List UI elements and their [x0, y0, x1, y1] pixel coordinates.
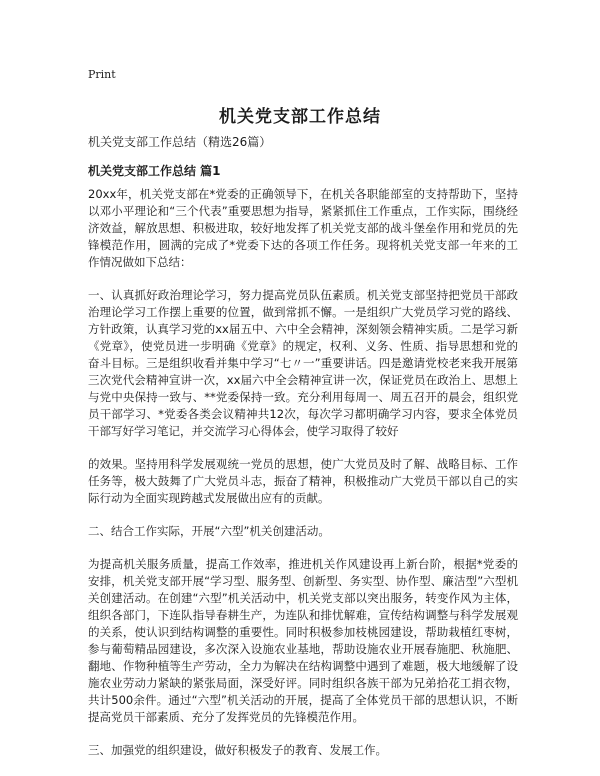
paragraph: 的效果。坚持用科学发展观统一党员的思想，使广大党员及时了解、战略目标、工作任务等，极大鼓舞了广大党员斗志，振奋了精神，积极推动广大党员干部以自己的实际行动为全面实现跨越式发展做出应有的贡献。: [88, 457, 518, 505]
document-body: [88, 186, 518, 775]
paragraph: 为提高机关服务质量，提高工作效率，推进机关作风建设再上新台阶，根据*党委的安排，机关党支部开展“学习型、服务型、创新型、务实型、协作型、廉洁型”六型机关创建活动。在创建“六型”机关活动中，机关党支部以突出服务，转变作风为主体，组织各部门，下连队指导春耕生产，为连队和排忧解难，宣传结构调整与科学发展观的关系，使认识到结构调整的重要性。同时积极参加枝桃园建设，帮助栽植红枣树，参与葡萄精品园建设，多次深入设施农业基地，帮助设施农业开展春施肥、秋施肥、翻地、作物种植等生产劳动，全力为解决在结构调整中遇到了难题，极大地缓解了设施农业劳动力紧缺的紧张局面，深受好评。同时组织各族干部为兄弟拾花工捐衣物，共计500余件。通过“六型”机关活动的开展，提高了全体党员干部的思想认识，不断提高党员干部素质、充分了发挥党员的先锋模范作用。: [88, 557, 518, 724]
paragraph: 20xx年，机关党支部在*党委的正确领导下，在机关各职能部室的支持帮助下，坚持以邓小平理论和“三个代表”重要思想为指导，紧紧抓住工作重点，工作实际，围绕经济效益，解放思想、积极进取，较好地发挥了机关党支部的战斗堡垒作用和党员的先锋模范作用，圆满的完成了*党委下达的各项工作任务。现将机关党支部一年来的工作情况做如下总结：: [88, 187, 518, 269]
paragraph: 三、加强党的组织建设，做好积极发子的教育、发展工作。: [88, 743, 387, 757]
section-heading: 机关党支部工作总结 篇1: [88, 164, 221, 178]
document-title: 机关党支部工作总结: [219, 107, 381, 127]
document-subtitle: 机关党支部工作总结（精选26篇）: [88, 135, 272, 149]
print-link[interactable]: Print: [88, 68, 116, 81]
paragraph: 一、认真抓好政治理论学习，努力提高党员队伍素质。机关党支部坚持把党员干部政治理论学习工作摆上重要的位置，做到常抓不懈。一是组织广大党员学习党的路线、方针政策，认真学习党的xx届五中、六中全会精神，深刻领会精神实质。二是学习新《党章》，使党员进一步明确《党章》的规定，权利、义务、性质、指导思想和党的奋斗目标。三是组织收看并集中学习“七〃一”重要讲话。四是邀请党校老来我开展第三次党代会精神宣讲一次，xx届六中全会精神宣讲一次，保证党员在政治上、思想上与党中央保持一致与、**党委保持一致。充分利用每周一、周五召开的晨会，组织党员干部学习、*党委各类会议精神共12次，每次学习都明确学习内容，要求全体党员干部写好学习笔记，并交流学习心得体会，使学习取得了较好: [88, 288, 518, 438]
paragraph: 二、结合工作实际，开展“六型”机关创建活动。: [88, 524, 330, 538]
